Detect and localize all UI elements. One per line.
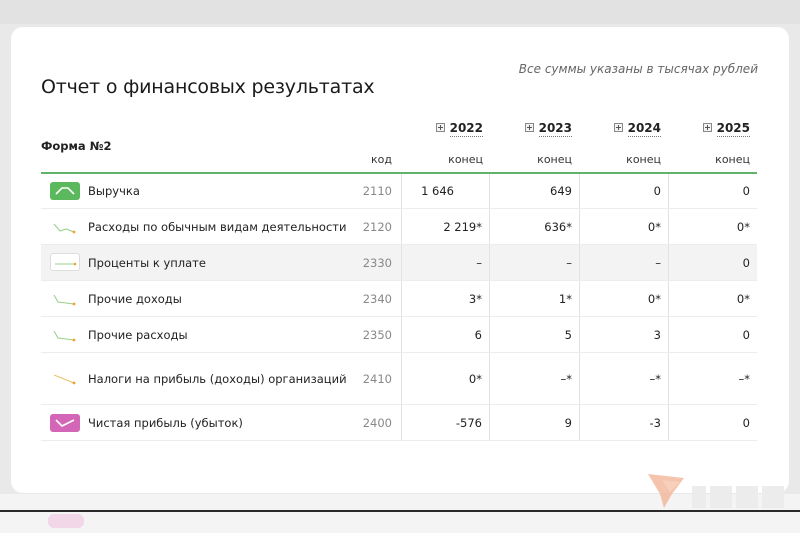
- value-2023: 5: [564, 328, 572, 342]
- column-divider: [668, 281, 669, 316]
- row-code: 2350: [362, 328, 392, 342]
- value-2025: –*: [738, 372, 750, 386]
- column-divider: [489, 245, 490, 280]
- expand-plus-icon[interactable]: [525, 123, 534, 132]
- row-label: Выручка: [88, 184, 140, 198]
- value-2024: –*: [649, 372, 661, 386]
- column-divider: [668, 353, 669, 404]
- period-end-label: конец: [448, 153, 483, 166]
- value-2024: 3: [653, 328, 661, 342]
- column-divider: [401, 174, 402, 208]
- value-2023: 1*: [558, 292, 572, 306]
- net-profit-trend-icon: [50, 414, 80, 432]
- value-2022: 1 646: [421, 184, 454, 198]
- row-label: Проценты к уплате: [88, 256, 206, 270]
- column-divider: [579, 353, 580, 404]
- expand-plus-icon[interactable]: [614, 123, 623, 132]
- row-code: 2110: [362, 184, 392, 198]
- column-divider: [668, 209, 669, 244]
- row-label: Налоги на прибыль (доходы) организаций: [88, 372, 347, 386]
- row-code: 2340: [362, 292, 392, 306]
- column-divider: [401, 209, 402, 244]
- value-2024: 0*: [647, 220, 661, 234]
- column-divider: [579, 405, 580, 440]
- column-divider: [668, 174, 669, 208]
- value-2025: 0: [742, 416, 750, 430]
- column-divider: [579, 281, 580, 316]
- column-divider: [489, 174, 490, 208]
- value-2022: 2 219*: [443, 220, 482, 234]
- column-divider: [401, 353, 402, 404]
- year-header-2024[interactable]: 2024: [579, 121, 661, 135]
- expand-plus-icon[interactable]: [436, 123, 445, 132]
- column-divider: [401, 245, 402, 280]
- revenue-trend-icon: [50, 182, 80, 200]
- table-row[interactable]: [41, 317, 757, 353]
- column-divider: [579, 174, 580, 208]
- row-label: Прочие расходы: [88, 328, 188, 342]
- table-row[interactable]: [41, 281, 757, 317]
- column-divider: [401, 317, 402, 352]
- table-row[interactable]: [41, 405, 757, 441]
- value-2022: 0*: [468, 372, 482, 386]
- expand-plus-icon[interactable]: [703, 123, 712, 132]
- row-label: Чистая прибыль (убыток): [88, 416, 243, 430]
- table-row[interactable]: [41, 245, 757, 281]
- period-end-label: конец: [626, 153, 661, 166]
- financial-results-table: [41, 174, 757, 441]
- row-code: 2400: [362, 416, 392, 430]
- value-2023: 636*: [544, 220, 572, 234]
- column-divider: [489, 317, 490, 352]
- units-note: Все суммы указаны в тысячах рублей: [518, 62, 758, 76]
- other-income-trend-icon: [50, 290, 80, 308]
- table-row[interactable]: [41, 174, 757, 209]
- form-label: Форма №2: [41, 139, 112, 153]
- column-divider: [489, 209, 490, 244]
- period-end-label: конец: [537, 153, 572, 166]
- page-title: Отчет о финансовых результатах: [41, 76, 375, 98]
- top-strip: [0, 0, 800, 24]
- year-header-2022[interactable]: 2022: [401, 121, 483, 135]
- column-divider: [489, 281, 490, 316]
- period-end-label: конец: [715, 153, 750, 166]
- value-2022: –: [476, 256, 482, 270]
- value-2023: –: [566, 256, 572, 270]
- value-2024: 0: [653, 184, 661, 198]
- value-2024: 0*: [647, 292, 661, 306]
- column-divider: [489, 353, 490, 404]
- value-2023: –*: [560, 372, 572, 386]
- value-2022: 3*: [468, 292, 482, 306]
- kod-column-header: код: [371, 153, 392, 166]
- column-divider: [668, 245, 669, 280]
- row-label: Прочие доходы: [88, 292, 182, 306]
- column-divider: [668, 405, 669, 440]
- column-divider: [668, 317, 669, 352]
- value-2023: 649: [550, 184, 572, 198]
- year-header-2023[interactable]: 2023: [490, 121, 572, 135]
- column-divider: [489, 405, 490, 440]
- other-expense-trend-icon: [50, 326, 80, 344]
- watermark-logo-icon: [644, 472, 794, 510]
- year-header-2025[interactable]: 2025: [668, 121, 750, 135]
- agency-watermark: [534, 472, 794, 510]
- row-label: Расходы по обычным видам деятельности: [88, 220, 347, 234]
- table-row[interactable]: [41, 209, 757, 245]
- value-2025: 0: [742, 328, 750, 342]
- expense-trend-icon: [50, 218, 80, 236]
- column-divider: [401, 281, 402, 316]
- value-2025: 0*: [736, 292, 750, 306]
- value-2022: 6: [474, 328, 482, 342]
- value-2025: 0: [742, 184, 750, 198]
- value-2024: –: [655, 256, 661, 270]
- footer-decoration: [48, 514, 84, 528]
- value-2024: -3: [649, 416, 661, 430]
- value-2022: -576: [455, 416, 482, 430]
- value-2025: 0*: [736, 220, 750, 234]
- column-divider: [579, 245, 580, 280]
- row-code: 2410: [362, 372, 392, 386]
- tax-trend-icon: [50, 370, 80, 388]
- column-divider: [401, 405, 402, 440]
- value-2025: 0: [742, 256, 750, 270]
- value-2023: 9: [564, 416, 572, 430]
- table-row[interactable]: [41, 353, 757, 405]
- row-code: 2330: [362, 256, 392, 270]
- flat-trend-icon: [50, 253, 80, 271]
- column-divider: [579, 209, 580, 244]
- row-code: 2120: [362, 220, 392, 234]
- column-divider: [579, 317, 580, 352]
- footer-divider: [0, 510, 800, 512]
